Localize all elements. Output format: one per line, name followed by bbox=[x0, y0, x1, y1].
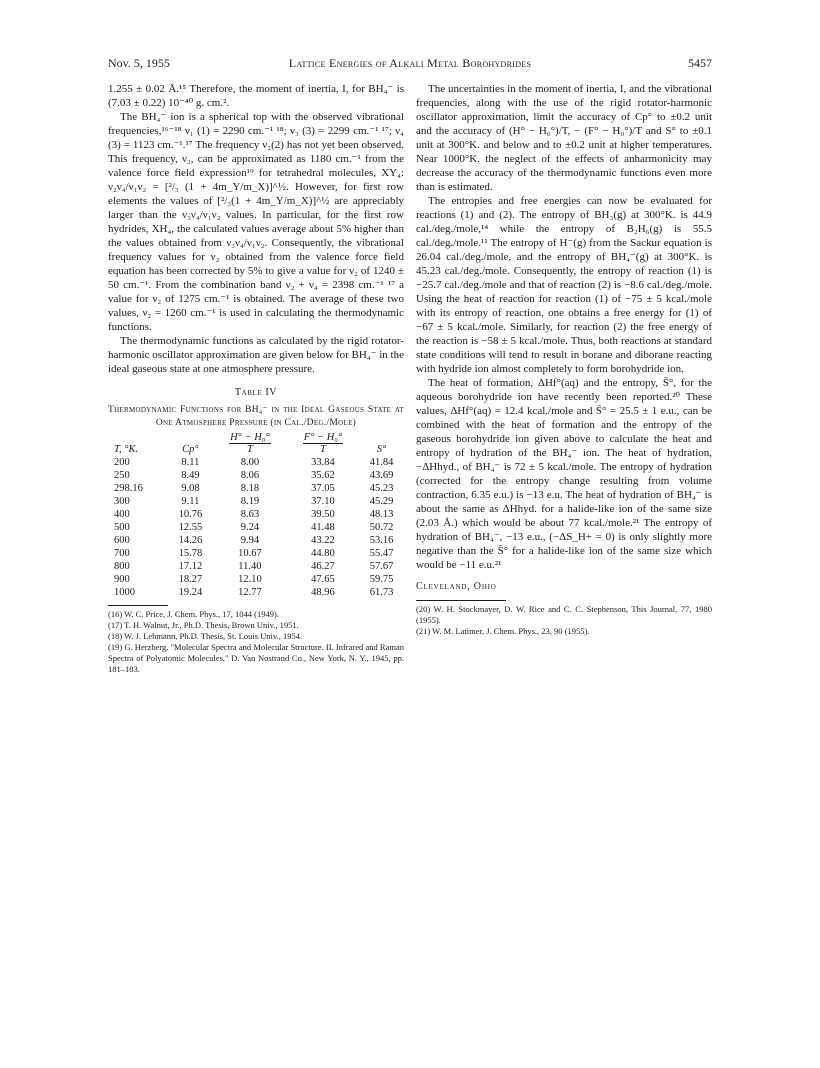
footnote-divider bbox=[416, 600, 506, 601]
cell-temperature: 700 bbox=[114, 548, 130, 559]
table-row bbox=[108, 547, 404, 560]
thermo-table bbox=[108, 432, 404, 599]
free-energy-numerator: F° − H₀° bbox=[303, 432, 343, 443]
cell-cp: 10.76 bbox=[178, 509, 203, 520]
cell-enthalpy: 8.18 bbox=[240, 483, 260, 494]
footnote: (19) G. Herzberg, "Molecular Spectra and Molecular Structure. II. Infrared and Raman Spectra of Polyatomic Molecules," D. Van Nostrand Co., New York, N. Y., 1945, pp. 181–183. bbox=[108, 642, 404, 674]
footnote-divider bbox=[108, 605, 168, 606]
cell-free-energy: 39.50 bbox=[311, 509, 335, 520]
cell-free-energy: 37.05 bbox=[311, 483, 335, 494]
page-number: 5457 bbox=[688, 56, 712, 70]
cell-entropy: 45.23 bbox=[369, 483, 394, 494]
cell-free-energy: 44.80 bbox=[311, 548, 335, 559]
cell-free-energy: 47.65 bbox=[311, 574, 335, 585]
cell-temperature: 800 bbox=[114, 561, 130, 572]
cell-free-energy: 35.62 bbox=[311, 470, 335, 481]
cell-cp: 12.55 bbox=[178, 522, 203, 533]
cell-free-energy: 33.84 bbox=[311, 457, 335, 468]
left-paragraph-2: The BH₄⁻ ion is a spherical top with the observed vibrational frequencies,¹⁶⁻¹⁸ ν₁ (1) = 2290 cm.⁻¹ ¹⁸; ν₃ (3) = 2299 cm.⁻¹ ¹⁷; ν₄ (3) = 1123 cm.⁻¹.¹⁷ The frequency ν₂(2) has not yet been observed. This frequency, ν₂, can be approximated as 1180 cm.⁻¹ from the valence force field expression¹⁹ for tetrahedral molecules, XY₄: ν₂ν₄/ν₁ν₂ = [²/₃ (1 + 4m_Y/m_X)]^½. However, for first row elements the values of [²/₃(1 + 4m_Y/m_X)]^½ are appreciably larger than the ν₃ν₄/ν₁ν₂ values. In particular, for the first row hydrides, XH₄, the calculated values average about 5% higher than the values obtained from ν₃ν₄/ν₁ν₂. Consequently, the vibrational frequency values for ν₂ obtained from the valence force field equation has been corrected by 5% to give a value for ν₂ of 1240 ± 50 cm.⁻¹. From the combination band ν₂ + ν₄ = 2398 cm.⁻¹ ¹⁷ a value for ν₂ of 1275 cm.⁻¹ is obtained. The average of these two values, ν₂ = 1260 cm.⁻¹ is used in calculating the thermodynamic functions. bbox=[108, 111, 404, 333]
right-column bbox=[416, 82, 712, 637]
cell-entropy: 48.13 bbox=[369, 509, 394, 520]
cell-entropy: 43.69 bbox=[369, 470, 394, 481]
cell-temperature: 900 bbox=[114, 574, 130, 585]
cell-entropy: 55.47 bbox=[369, 548, 394, 559]
right-paragraph-2: The entropies and free energies can now be evaluated for reactions (1) and (2). The entropy of BH₃(g) at 300°K. is 44.9 cal./deg./mole,¹⁴ while the entropy of B₂H₆(g) is 55.5 cal./deg./mole.¹¹ The entropy of H⁻(g) from the Sackur equation is 26.04 cal./deg./mole, and the entropy of BH₄⁻(g) at 300°K. is 45.23 cal./deg./mole. Consequently, the entropy of reaction (1) is −25.7 cal./deg./mole and that of reaction (2) is −8.6 cal./deg./mole. Using the heat of reaction for reaction (1) of −75 ± 5 kcal./mole with its entropy of reaction, one obtains a free energy for (1) of −67 ± 5 kcal./mole. Similarly, for reaction (2) the free energy of the reaction is −58 ± 5 kcal./mole. Thus, both reactions at standard state conditions will tend to result in borane and diborane reacting with hydride ion almost completely to form borohydride ion. bbox=[416, 195, 712, 375]
cell-cp: 9.11 bbox=[181, 496, 200, 507]
cell-free-energy: 37.10 bbox=[311, 496, 335, 507]
footnote: (20) W. H. Stockmayer, D. W. Rice and C. C. Stephenson, This Journal, 77, 1980 (1955). bbox=[416, 604, 712, 625]
cell-cp: 17.12 bbox=[178, 561, 203, 572]
enthalpy-denominator: T bbox=[246, 444, 253, 455]
cell-enthalpy: 11.40 bbox=[238, 561, 262, 572]
cell-temperature: 300 bbox=[114, 496, 130, 507]
cell-entropy: 57.67 bbox=[369, 561, 394, 572]
header-date: Nov. 5, 1955 bbox=[108, 56, 170, 70]
cell-free-energy: 41.48 bbox=[311, 522, 335, 533]
cell-cp: 8.49 bbox=[181, 470, 200, 481]
col-header-entropy: S° bbox=[376, 444, 387, 455]
cell-cp: 14.26 bbox=[178, 535, 203, 546]
cell-entropy: 53.16 bbox=[369, 535, 394, 546]
cell-cp: 9.08 bbox=[181, 483, 200, 494]
cell-cp: 19.24 bbox=[178, 587, 203, 598]
footnotes-left bbox=[108, 609, 404, 675]
table-row bbox=[108, 521, 404, 534]
left-column bbox=[108, 82, 404, 675]
cell-enthalpy: 8.19 bbox=[240, 496, 260, 507]
cell-enthalpy: 10.67 bbox=[238, 548, 262, 559]
cell-enthalpy: 8.00 bbox=[240, 457, 260, 468]
left-paragraph-1: 1.255 ± 0.02 Å.¹⁵ Therefore, the moment of inertia, I, for BH₄⁻ is (7.03 ± 0.22) 10⁻⁴⁰ g. cm.². bbox=[108, 83, 404, 109]
cell-free-energy: 43.22 bbox=[311, 535, 335, 546]
cell-enthalpy: 8.63 bbox=[240, 509, 260, 520]
table-row bbox=[108, 560, 404, 573]
cell-free-energy: 46.27 bbox=[311, 561, 335, 572]
right-paragraph-1: The uncertainties in the moment of inertia, I, and the vibrational frequencies, along with the use of the rigid rotator-harmonic oscillator approximation, limit the accuracy of Cp° to ±0.2 unit and the accuracy of (H° − H₀°)/T, − (F° − H₀°)/T and S° to ±0.1 unit at 300°K. and below and to ±0.2 unit at higher temperatures. Near 1000°K. the neglect of the effects of anharmonicity may decrease the accuracy of the thermodynamic functions even more than is estimated. bbox=[416, 83, 712, 193]
cell-temperature: 600 bbox=[114, 535, 130, 546]
cell-entropy: 59.75 bbox=[369, 574, 394, 585]
cell-enthalpy: 12.77 bbox=[238, 587, 262, 598]
table-row bbox=[108, 573, 404, 586]
location-signature: Cleveland, Ohio bbox=[416, 581, 497, 592]
footnote: (21) W. M. Latimer, J. Chem. Phys., 23, 90 (1955). bbox=[416, 626, 590, 636]
left-paragraph-3: The thermodynamic functions as calculated by the rigid rotator-harmonic oscillator approximation are given below for BH₄⁻ in the ideal gaseous state at one atmosphere pressure. bbox=[108, 335, 404, 375]
col-header-temperature: T, °K. bbox=[114, 444, 139, 455]
cell-temperature: 298.16 bbox=[114, 483, 143, 494]
table-caption: Table IV bbox=[234, 387, 278, 398]
footnote: (18) W. J. Lehmann, Ph.D. Thesis, St. Louis Univ., 1954. bbox=[108, 631, 303, 641]
free-energy-denominator: T bbox=[320, 444, 326, 455]
col-header-cp: Cp° bbox=[182, 444, 199, 455]
page-header bbox=[108, 56, 712, 74]
cell-enthalpy: 9.94 bbox=[240, 535, 260, 546]
col-header-free-energy bbox=[287, 432, 359, 456]
cell-entropy: 45.29 bbox=[369, 496, 394, 507]
cell-entropy: 61.73 bbox=[369, 587, 394, 598]
table-row bbox=[108, 534, 404, 547]
cell-temperature: 500 bbox=[114, 522, 130, 533]
footnote: (16) W. C. Price, J. Chem. Phys., 17, 1044 (1949). bbox=[108, 609, 279, 619]
cell-enthalpy: 12.10 bbox=[238, 574, 262, 585]
cell-cp: 15.78 bbox=[178, 548, 203, 559]
cell-free-energy: 48.96 bbox=[311, 587, 335, 598]
table-row bbox=[108, 495, 404, 508]
cell-temperature: 200 bbox=[114, 457, 130, 468]
cell-temperature: 250 bbox=[114, 470, 130, 481]
cell-temperature: 1000 bbox=[114, 587, 135, 598]
cell-entropy: 50.72 bbox=[369, 522, 394, 533]
cell-enthalpy: 8.06 bbox=[240, 470, 260, 481]
cell-cp: 18.27 bbox=[178, 574, 203, 585]
cell-temperature: 400 bbox=[114, 509, 130, 520]
header-title: Lattice Energies of Alkali Metal Borohydrides bbox=[288, 56, 532, 70]
table-row bbox=[108, 469, 404, 482]
cell-cp: 8.11 bbox=[181, 457, 200, 468]
right-paragraph-3: The heat of formation, ΔHf°(aq) and the entropy, S̄°, for the aqueous borohydride ion have recently been reported.²⁰ These values, ΔHf°(aq) = 12.4 kcal./mole and S̄° = 25.5 ± 1 e.u., can be combined with the heat of formation and the entropy of the gaseous borohydride ion given above to calculate the heat and entropy of hydration of the BH₄⁻ ion. The heat of hydration, −ΔHhyd., of BH₄⁻ is 72 ± 5 kcal./mole. The entropy of hydration (corrected for the entropy change resulting from volume contraction, 6.35 e.u.) is −13 e.u. The heat of hydration of BH₄⁻ is about the same as ΔHhyd. for a halide-like ion of the same size (2.03 Å.) which would be about 77 kcal./mole.²¹ The entropy of hydration of BH₄⁻, −13 e.u., (−ΔS_H+ = 0) is only slightly more negative than the S̄° for a halide-like ion of the same size which would be −11 e.u.²¹ bbox=[416, 377, 712, 571]
table-row bbox=[108, 482, 404, 495]
table-row bbox=[108, 586, 404, 599]
table-body bbox=[108, 456, 404, 599]
table-title: Thermodynamic Functions for BH₄⁻ in the Ideal Gaseous State at One Atmosphere Pressure (in Cal./Deg./Mole) bbox=[108, 405, 404, 428]
col-header-enthalpy bbox=[213, 432, 287, 456]
table-row bbox=[108, 508, 404, 521]
table-row bbox=[108, 456, 404, 469]
footnote: (17) T. H. Walnut, Jr., Ph.D. Thesis, Brown Univ., 1951. bbox=[108, 620, 299, 630]
enthalpy-numerator: H° − H₀° bbox=[230, 432, 270, 443]
cell-entropy: 41.84 bbox=[369, 457, 394, 468]
cell-enthalpy: 9.24 bbox=[240, 522, 260, 533]
footnotes-right bbox=[416, 604, 712, 637]
